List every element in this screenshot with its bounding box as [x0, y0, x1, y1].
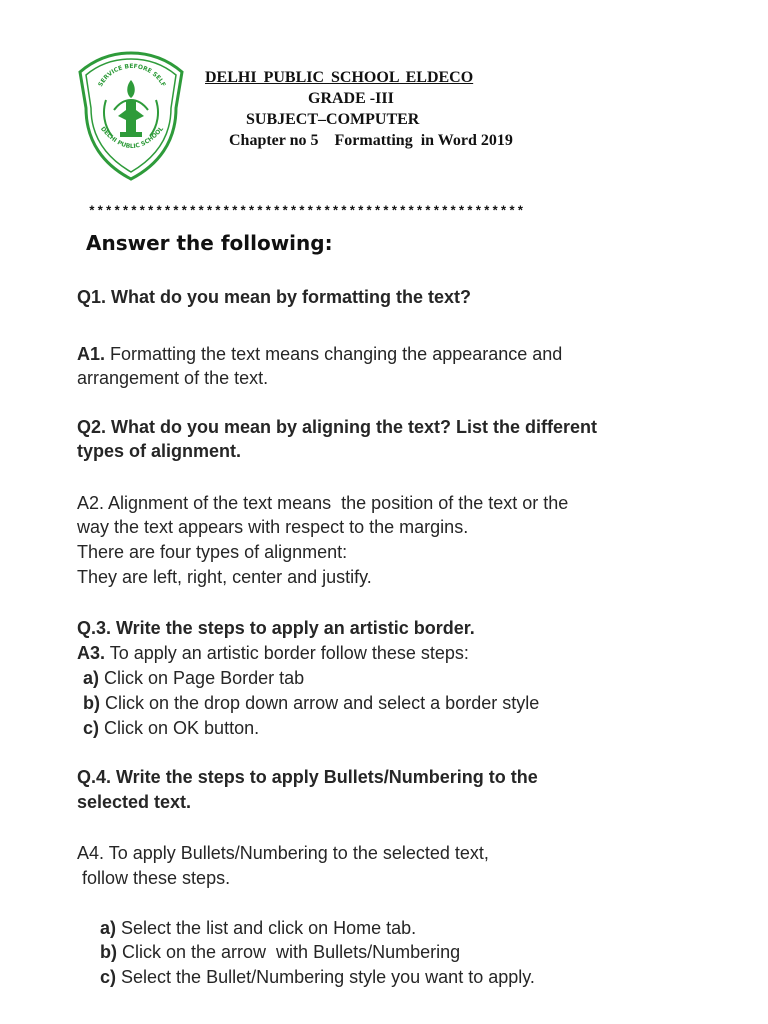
question-4-line-1: Q.4. Write the steps to apply Bullets/Numbering to the — [77, 767, 538, 787]
answer-2-line-3: There are four types of alignment: — [77, 542, 348, 562]
question-3: Q.3. Write the steps to apply an artistic border. — [77, 618, 475, 638]
chapter-title: Chapter no 5 Formatting in Word 2019 — [229, 132, 513, 149]
answer-4-step-c — [100, 965, 535, 990]
svg-text:SERVICE BEFORE SELF: SERVICE BEFORE SELF — [97, 62, 167, 89]
answer-2-line-4: They are left, right, center and justify. — [77, 567, 372, 587]
step-label: b) — [83, 693, 100, 713]
school-logo — [76, 50, 186, 182]
school-name: DELHI PUBLIC SCHOOL ELDECO — [205, 69, 474, 86]
answer-4-line-2: follow these steps. — [77, 868, 231, 888]
answer-4-step-b — [100, 940, 460, 965]
step-label: b) — [100, 942, 117, 962]
step-text: Select the list and click on Home tab. — [116, 918, 417, 938]
step-text: Click on the arrow with Bullets/Numbering — [117, 942, 461, 962]
answer-1-line-1 — [77, 342, 562, 367]
step-text: Click on OK button. — [99, 718, 260, 738]
question-1: Q1. What do you mean by formatting the text? — [77, 287, 472, 307]
section-heading: Answer the following: — [86, 231, 333, 255]
step-text: Click on the drop down arrow and select a border style — [100, 693, 540, 713]
answer-3-step-a — [83, 666, 304, 691]
answer-3-intro-text: To apply an artistic border follow these steps: — [105, 643, 469, 663]
svg-text:DELHI PUBLIC SCHOOL: DELHI PUBLIC SCHOOL — [99, 125, 166, 151]
step-label: c) — [100, 967, 117, 987]
step-label: a) — [100, 918, 117, 938]
answer-4-line-1: A4. To apply Bullets/Numbering to the selected text, — [77, 843, 489, 863]
question-2-line-2: types of alignment. — [77, 441, 242, 461]
answer-1-line-2: arrangement of the text. — [77, 368, 269, 388]
answer-3-intro — [77, 641, 469, 666]
step-label: c) — [83, 718, 100, 738]
separator-line: **************************************************** — [88, 204, 525, 219]
step-label: a) — [83, 668, 100, 688]
subject-label: SUBJECT–COMPUTER — [246, 111, 420, 128]
question-4-line-2: selected text. — [77, 792, 192, 812]
question-2-line-1: Q2. What do you mean by aligning the text? List the different — [77, 417, 598, 437]
answer-2-line-2: way the text appears with respect to the margins. — [77, 517, 469, 537]
answer-3-step-b — [83, 691, 539, 716]
step-text: Click on Page Border tab — [99, 668, 305, 688]
step-text: Select the Bullet/Numbering style you want to apply. — [116, 967, 535, 987]
answer-1-text: Formatting the text means changing the appearance and — [105, 344, 563, 364]
answer-3-step-c — [83, 716, 259, 741]
answer-3-label: A3. — [77, 643, 106, 663]
grade-label: GRADE -III — [308, 90, 394, 107]
answer-2-line-1: A2. Alignment of the text means the position of the text or the — [77, 493, 569, 513]
answer-4-step-a — [100, 916, 416, 941]
answer-1-label: A1. — [77, 344, 106, 364]
